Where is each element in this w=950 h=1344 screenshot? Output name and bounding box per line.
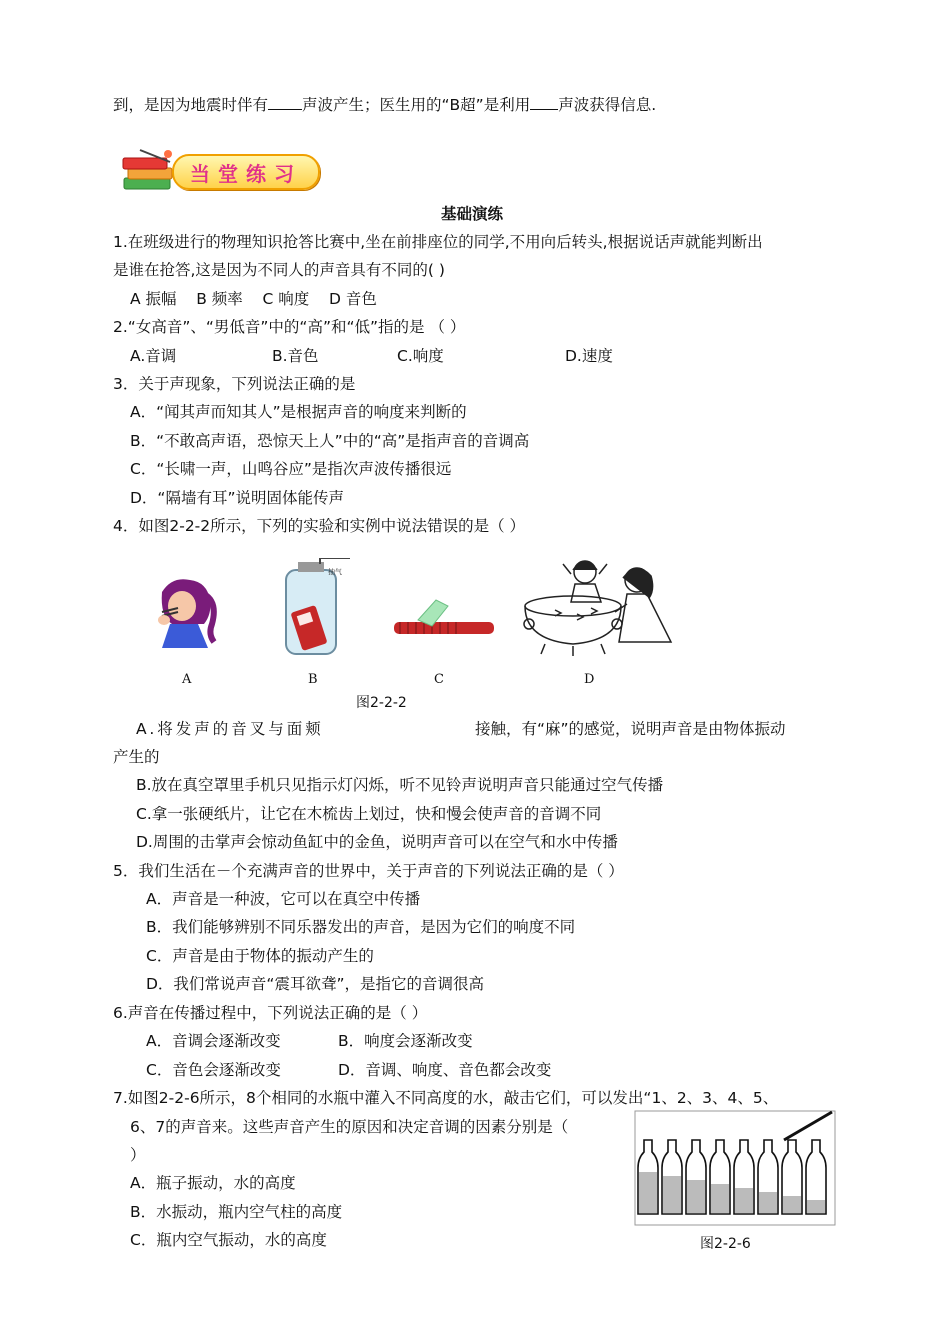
q1-stem-line1: 1.在班级进行的物理知识抢答比赛中,坐在前排座位的同学,不用向后转头,根据说话声就能判断出 xyxy=(113,233,763,251)
q5-option-a: A．声音是一种波，它可以在真空中传播 xyxy=(146,890,421,908)
section-title: 基础演练 xyxy=(441,205,504,223)
banner-label-box xyxy=(172,154,320,190)
q4-stem: 4．如图2-2-2所示，下列的实验和实例中说法错误的是（ ） xyxy=(113,517,526,535)
banner-title: 当堂练习 xyxy=(190,162,302,186)
q3-option-c: C．“长啸一声，山鸣谷应”是指次声波传播很远 xyxy=(130,460,452,478)
figure-b-label: B xyxy=(308,672,318,687)
figure-a-tuning-fork-image xyxy=(152,574,228,648)
q2-option-b: B.音色 xyxy=(272,347,319,365)
q3-option-a: A．“闻其声而知其人”是根据声音的响度来判断的 xyxy=(130,403,467,421)
q6-option-c: C．音色会逐渐改变 xyxy=(146,1061,281,1079)
q4-option-b: B.放在真空罩里手机只见指示灯闪烁，听不见铃声说明声音只能通过空气传播 xyxy=(136,776,664,794)
q2-option-d: D.速度 xyxy=(565,347,613,365)
q7-stem-line1: 7.如图2-2-6所示，8个相同的水瓶中灌入不同高度的水，敲击它们，可以发出“1、2、3、4、5、 xyxy=(113,1089,779,1107)
q5-stem: 5．我们生活在－个充满声音的世界中，关于声音的下列说法正确的是（ ） xyxy=(113,862,624,880)
practice-banner xyxy=(120,148,320,194)
books-icon xyxy=(120,148,180,194)
q5-option-c: C．声音是由于物体的振动产生的 xyxy=(146,947,374,965)
answer-blank[interactable] xyxy=(268,94,302,110)
q7-option-a: A．瓶子振动，水的高度 xyxy=(130,1174,296,1192)
figure-2-2-6-caption: 图2-2-6 xyxy=(700,1236,751,1252)
q7-option-b: B．水振动，瓶内空气柱的高度 xyxy=(130,1203,343,1221)
q6-option-d: D．音调、响度、音色都会改变 xyxy=(338,1061,552,1079)
q4-option-a-line2: 产生的 xyxy=(113,748,160,766)
q4-option-a-part1: A.将发声的音叉与面颊 xyxy=(136,720,324,738)
intro-text-2: 声波产生；医生用的“B超”是利用 xyxy=(302,96,531,114)
pump-label: 抽气 xyxy=(328,568,342,576)
q1-options: A 振幅 B 频率 C 响度 D 音色 xyxy=(130,290,377,308)
intro-text-3: 声波获得信息. xyxy=(558,96,657,114)
q2-option-c: C.响度 xyxy=(397,347,444,365)
figure-c-comb-image xyxy=(388,596,500,646)
figure-2-2-2-caption: 图2-2-2 xyxy=(356,695,407,711)
intro-line xyxy=(113,94,656,116)
q4-option-a-part2: 接触，有“麻”的感觉，说明声音是由物体振动 xyxy=(475,720,786,738)
figure-d-fish-tank-image xyxy=(515,556,677,660)
figure-a-label: A xyxy=(182,672,192,687)
intro-text-1: 到，是因为地震时伴有 xyxy=(113,96,269,114)
q7-stem-line2: 6、7的声音来。这些声音产生的原因和决定音调的因素分别是（ xyxy=(130,1118,569,1136)
q3-stem: 3．关于声现象，下列说法正确的是 xyxy=(113,375,356,393)
q3-option-d: D．“隔墙有耳”说明固体能传声 xyxy=(130,489,344,507)
q5-option-b: B．我们能够辨别不同乐器发出的声音，是因为它们的响度不同 xyxy=(146,918,576,936)
figure-c-label: C xyxy=(434,672,444,687)
q6-stem: 6.声音在传播过程中，下列说法正确的是（ ） xyxy=(113,1004,428,1022)
q2-stem: 2.“女高音”、“男低音”中的“高”和“低”指的是 （ ） xyxy=(113,318,466,336)
figure-b-bell-jar-image xyxy=(280,558,352,658)
q7-option-c: C．瓶内空气振动，水的高度 xyxy=(130,1231,327,1249)
answer-blank[interactable] xyxy=(530,94,558,110)
q2-option-a: A.音调 xyxy=(130,347,177,365)
q7-stem-line3: ） xyxy=(130,1146,146,1164)
figure-d-label: D xyxy=(584,672,595,687)
q1-stem-line2: 是谁在抢答,这是因为不同人的声音具有不同的( ) xyxy=(113,261,445,279)
q4-option-c: C.拿一张硬纸片，让它在木梳齿上划过，快和慢会使声音的音调不同 xyxy=(136,805,602,823)
q3-option-b: B．“不敢高声语，恐惊天上人”中的“高”是指声音的音调高 xyxy=(130,432,530,450)
q6-option-a: A．音调会逐渐改变 xyxy=(146,1032,281,1050)
q4-option-d: D.周围的击掌声会惊动鱼缸中的金鱼，说明声音可以在空气和水中传播 xyxy=(136,833,618,851)
q6-option-b: B．响度会逐渐改变 xyxy=(338,1032,473,1050)
q5-option-d: D．我们常说声音“震耳欲聋”，是指它的音调很高 xyxy=(146,975,484,993)
figure-bottles-image xyxy=(634,1110,836,1226)
